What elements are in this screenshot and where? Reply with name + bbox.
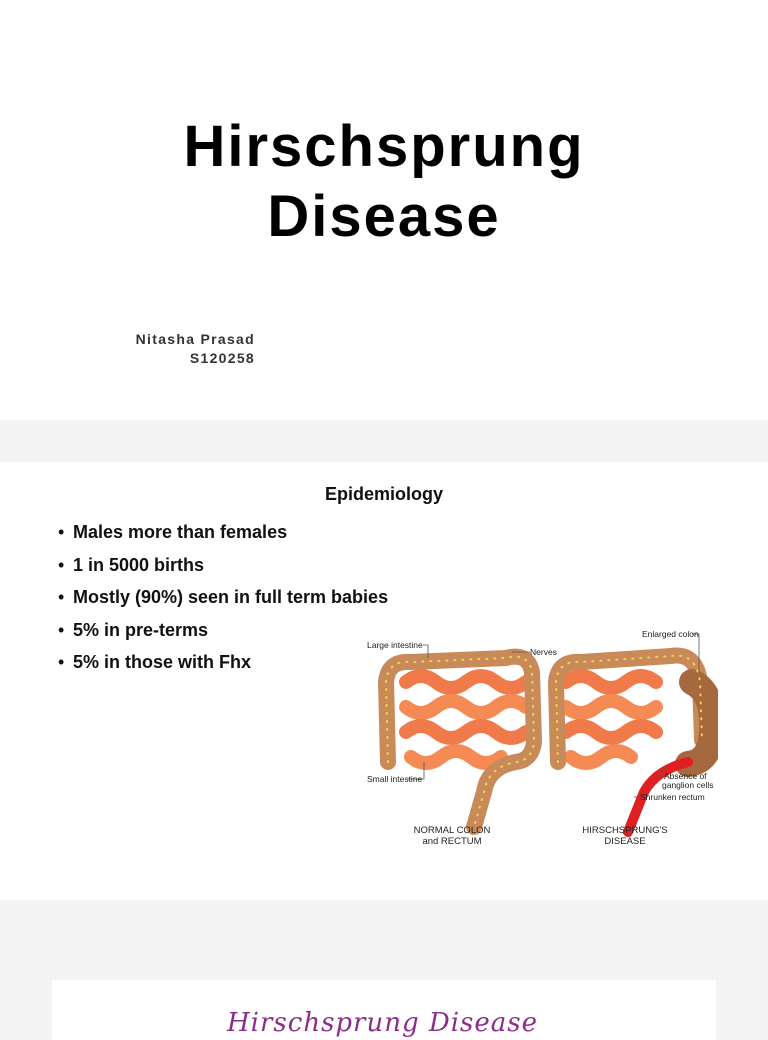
next-slide-preview bbox=[52, 980, 716, 1040]
label-absence-line-1: Absence of bbox=[664, 771, 707, 781]
colon-illustration bbox=[366, 622, 718, 844]
bullet-list bbox=[58, 516, 388, 679]
caption-disease-line-2: DISEASE bbox=[604, 836, 646, 844]
caption-normal-line-1: NORMAL COLON bbox=[413, 825, 491, 836]
author-id: S120258 bbox=[189, 350, 255, 366]
title-line-2: Disease bbox=[267, 184, 501, 249]
caption-disease-line-1: HIRSCHSPRUNG'S bbox=[582, 825, 668, 836]
bullet-item: • 5% in those with Fhx bbox=[58, 646, 388, 679]
bullet-item: • Males more than females bbox=[58, 516, 388, 549]
caption-normal-line-2: and RECTUM bbox=[422, 836, 482, 844]
bullet-item: • 1 in 5000 births bbox=[58, 549, 388, 582]
label-large-intestine: Large intestine bbox=[367, 640, 423, 650]
label-nerves: Nerves bbox=[530, 647, 557, 657]
label-absence-line-2: ganglion cells bbox=[662, 780, 714, 790]
label-small-intestine: Small intestine bbox=[367, 774, 423, 784]
label-shrunken-rectum: Shrunken rectum bbox=[640, 792, 705, 802]
label-enlarged-colon: Enlarged colon bbox=[642, 629, 699, 639]
title-slide bbox=[0, 0, 768, 420]
author-block bbox=[130, 330, 255, 368]
author-name: Nitasha Prasad bbox=[135, 331, 255, 347]
slide-heading: Epidemiology bbox=[324, 484, 443, 504]
epidemiology-slide bbox=[0, 462, 768, 900]
handwritten-title: Hirschsprung Disease bbox=[227, 1008, 539, 1038]
bullet-item: • Mostly (90%) seen in full term babies bbox=[58, 581, 388, 614]
title-line-1: Hirschsprung bbox=[183, 114, 585, 179]
slide-title bbox=[0, 112, 768, 252]
bullet-item: • 5% in pre-terms bbox=[58, 614, 388, 647]
